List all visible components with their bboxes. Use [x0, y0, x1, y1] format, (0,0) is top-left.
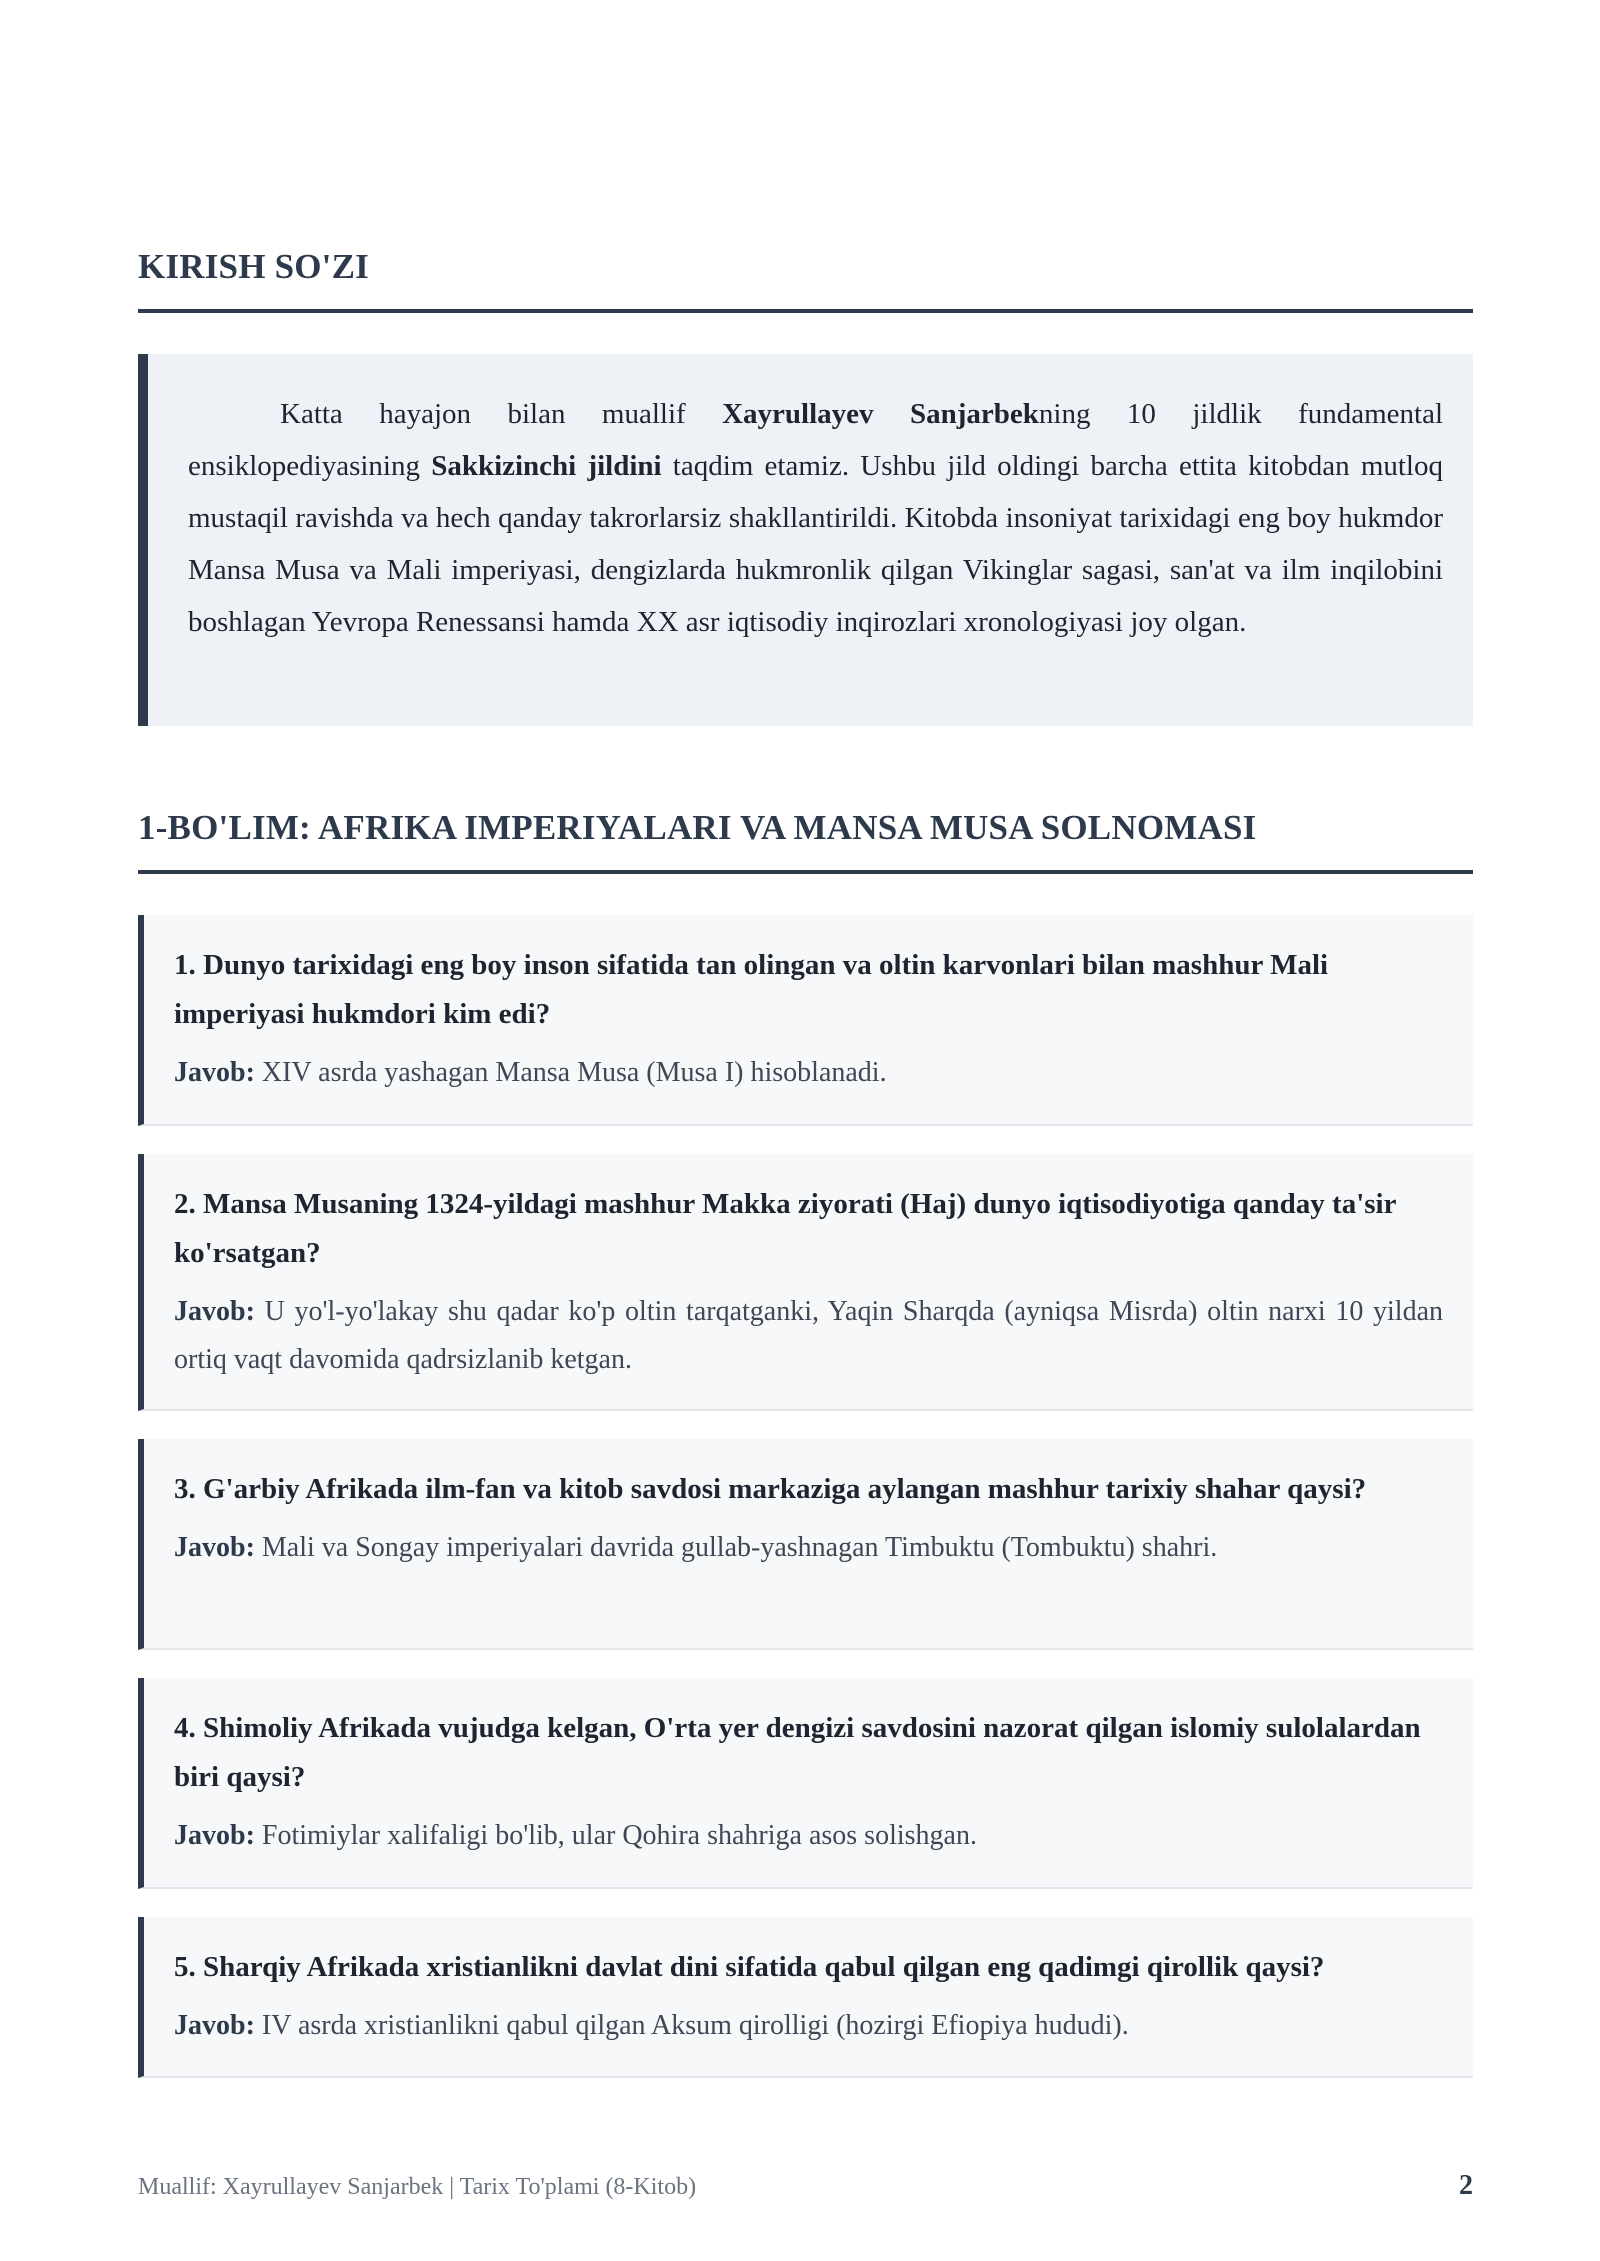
answer-text: XIV asrda yashagan Mansa Musa (Musa I) hisoblanadi.: [261, 1057, 887, 1088]
footer-author-title: Muallif: Xayrullayev Sanjarbek | Tarix To'plami (8-Kitob): [138, 2174, 697, 2200]
answer-text: Mali va Songay imperiyalari davrida gullab-yashnagan Timbuktu (Tombuktu) shahri.: [261, 1532, 1218, 1563]
answer-label: Javob:: [174, 1820, 255, 1851]
qa-answer: [174, 2002, 1443, 2050]
qa-card: [138, 1678, 1473, 1889]
answer-text: IV asrda xristianlikni qabul qilgan Aksum qirolligi (hozirgi Efiopiya hududi).: [261, 2010, 1129, 2041]
section-1-heading: 1-BO'LIM: AFRIKA IMPERIYALARI VA MANSA MUSA SOLNOMASI: [138, 808, 1473, 874]
intro-heading: KIRISH SO'ZI: [138, 247, 1473, 313]
answer-label: Javob:: [174, 1532, 255, 1563]
intro-volume-name: Sakkizinchi jildini: [431, 450, 662, 482]
qa-card: [138, 915, 1473, 1126]
intro-author-name: Xayrullayev Sanjarbek: [722, 398, 1039, 430]
intro-text-part-2: ning 10 jildlik fundamental ensiklopediyasining: [188, 398, 1444, 482]
answer-text: U yo'l-yo'lakay shu qadar ko'p oltin tarqatganki, Yaqin Sharqda (ayniqsa Misrda) oltin narxi 10 yildan ortiq vaqt davomida qadrsizlanib ketgan.: [174, 1296, 1444, 1375]
qa-question: 4. Shimoliy Afrikada vujudga kelgan, O'rta yer dengizi savdosini nazorat qilgan islomiy sulolalardan biri qaysi?: [174, 1712, 1421, 1793]
intro-text-part-1: Katta hayajon bilan muallif: [280, 398, 723, 430]
intro-text-part-3: taqdim etamiz. Ushbu jild oldingi barcha ettita kitobdan mutloq mustaqil ravishda va hech qanday takrorlarsiz shakllantirildi. Kitobda insoniyat tarixidagi eng boy hukmdor Mansa Musa va Mali imperiyasi, dengizlarda hukmronlik qilgan Vikinglar sagasi, san'at va ilm inqilobini boshlagan Yevropa Renessansi hamda XX asr iqtisodiy inqirozlari xronologiyasi joy olgan.: [188, 450, 1443, 638]
qa-card: [138, 1439, 1473, 1650]
qa-card: [138, 1917, 1473, 2078]
qa-question: 1. Dunyo tarixidagi eng boy inson sifatida tan olingan va oltin karvonlari bilan mashhur Mali imperiyasi hukmdori kim edi?: [174, 949, 1329, 1030]
qa-answer: [174, 1524, 1443, 1572]
qa-question: 5. Sharqiy Afrikada xristianlikni davlat dini sifatida qabul qilgan eng qadimgi qirollik qaysi?: [174, 1951, 1325, 1983]
intro-box: [138, 354, 1473, 726]
answer-label: Javob:: [174, 1296, 255, 1327]
answer-label: Javob:: [174, 2010, 255, 2041]
qa-answer: [174, 1812, 1443, 1860]
qa-question: 2. Mansa Musaning 1324-yildagi mashhur Makka ziyorati (Haj) dunyo iqtisodiyotiga qanday ta'sir ko'rsatgan?: [174, 1188, 1396, 1269]
qa-card: [138, 1154, 1473, 1411]
intro-paragraph: [188, 388, 1443, 648]
answer-label: Javob:: [174, 1057, 255, 1088]
qa-answer: [174, 1288, 1443, 1384]
page-number: 2: [1459, 2170, 1473, 2201]
answer-text: Fotimiylar xalifaligi bo'lib, ular Qohira shahriga asos solishgan.: [261, 1820, 977, 1851]
qa-question: 3. G'arbiy Afrikada ilm-fan va kitob savdosi markaziga aylangan mashhur tarixiy shahar qaysi?: [174, 1473, 1367, 1505]
qa-answer: [174, 1049, 1443, 1097]
